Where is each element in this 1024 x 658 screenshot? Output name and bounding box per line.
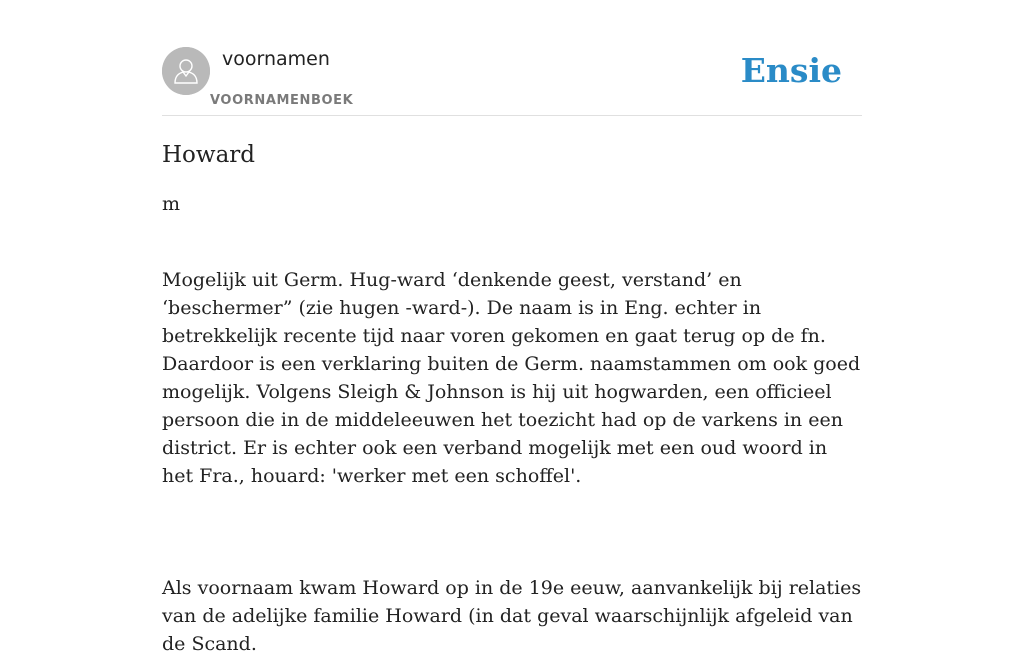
ensie-logo[interactable]: Ensie	[740, 51, 842, 90]
entry-page	[162, 0, 862, 658]
description-paragraph-2: Als voornaam kwam Howard op in de 19e eeuw, aanvankelijk bij relaties van de adelijke familie Howard (in dat geval waarschijnlijk afgeleid van de Scand.	[162, 577, 862, 655]
author-name[interactable]: voornamen	[222, 48, 330, 70]
page-title: Howard	[162, 142, 256, 168]
gender-label: m	[162, 193, 181, 215]
description-paragraph-1: Mogelijk uit Germ. Hug-ward ‘denkende geest, verstand’ en ‘beschermer” (zie hugen -ward-). De naam is in Eng. echter in betrekkelijk recente tijd naar voren gekomen en gaat terug op de fn. Daardoor is een verklaring buiten de Germ. naamstammen om ook goed mogelijk. Volgens Sleigh & Johnson is hij uit hogwarden, een officieel persoon die in de middeleeuwen het toezicht had op de varkens in een district. Er is echter ook een verband mogelijk met een oud woord in het Fra., houard: 'werker met een schoffel'.	[162, 269, 861, 487]
source-label[interactable]: VOORNAMENBOEK	[210, 93, 354, 108]
entry-description	[162, 238, 862, 658]
avatar[interactable]	[162, 47, 210, 95]
user-icon	[162, 47, 210, 95]
entry-header	[162, 47, 862, 116]
